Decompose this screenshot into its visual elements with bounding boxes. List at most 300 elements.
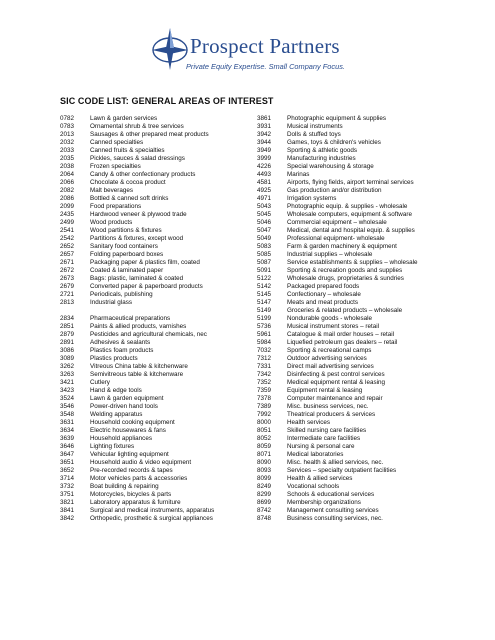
sic-list-item bbox=[60, 491, 260, 499]
sic-code: 5147 bbox=[257, 299, 272, 306]
sic-code: 3861 bbox=[257, 115, 272, 122]
sic-list-item bbox=[60, 411, 260, 419]
sic-code: 2013 bbox=[60, 131, 75, 138]
sic-description: Industrial supplies – wholesale bbox=[287, 251, 373, 258]
sic-description: Welding apparatus bbox=[90, 411, 143, 418]
sic-list-item bbox=[257, 339, 457, 347]
sic-list-item bbox=[257, 131, 457, 139]
sic-list-item bbox=[60, 187, 260, 195]
sic-code: 8052 bbox=[257, 435, 272, 442]
sic-code: 5736 bbox=[257, 323, 272, 330]
sic-description: Dolls & stuffed toys bbox=[287, 131, 341, 138]
sic-description: Sporting & recreational camps bbox=[287, 347, 372, 354]
sic-list-item bbox=[60, 355, 260, 363]
sic-description: Wholesale drugs, proprietaries & sundries bbox=[287, 275, 404, 282]
sic-list-item bbox=[257, 227, 457, 235]
sic-description: Pesticides and agricultural chemicals, nec bbox=[90, 331, 207, 338]
sic-code: 5087 bbox=[257, 259, 272, 266]
sic-code: 7312 bbox=[257, 355, 272, 362]
sic-list-item bbox=[257, 483, 457, 491]
sic-description: Services – specialty outpatient facilities bbox=[287, 467, 397, 474]
sic-code: 3524 bbox=[60, 395, 75, 402]
sic-list-item bbox=[257, 395, 457, 403]
sic-code: 3999 bbox=[257, 155, 272, 162]
sic-description: Household cooking equipment bbox=[90, 419, 175, 426]
sic-code: 8051 bbox=[257, 427, 272, 434]
sic-list-item bbox=[60, 283, 260, 291]
sic-description: Boat building & repairing bbox=[90, 483, 159, 490]
sic-description: Packaged prepared foods bbox=[287, 283, 360, 290]
sic-description: Laboratory apparatus & furniture bbox=[90, 499, 181, 506]
sic-description: Canned specialties bbox=[90, 139, 144, 146]
list-gap bbox=[60, 307, 260, 315]
sic-code: 5045 bbox=[257, 211, 272, 218]
sic-description: Management consulting services bbox=[287, 507, 379, 514]
sic-code: 2879 bbox=[60, 331, 75, 338]
sic-description: Electric housewares & fans bbox=[90, 427, 166, 434]
sic-description: Meats and meat products bbox=[287, 299, 359, 306]
sic-description: Service establishments & supplies – wholesale bbox=[287, 259, 418, 266]
sic-description: Confectionary – wholesale bbox=[287, 291, 361, 298]
sic-code: 3841 bbox=[60, 507, 75, 514]
sic-code: 3646 bbox=[60, 443, 75, 450]
sic-description: Packaging paper & plastics film, coated bbox=[90, 259, 200, 266]
sic-code: 2672 bbox=[60, 267, 75, 274]
sic-description: Hardwood veneer & plywood trade bbox=[90, 211, 187, 218]
sic-description: Professional equipment- wholesale bbox=[287, 235, 385, 242]
sic-code: 2066 bbox=[60, 179, 75, 186]
sic-code: 5043 bbox=[257, 203, 272, 210]
sic-list-item bbox=[257, 403, 457, 411]
sic-list-item bbox=[257, 451, 457, 459]
sic-list-item bbox=[60, 331, 260, 339]
sic-code: 4226 bbox=[257, 163, 272, 170]
sic-description: Motor vehicles parts & accessories bbox=[90, 475, 188, 482]
sic-list-item bbox=[257, 467, 457, 475]
sic-description: Membership organizations bbox=[287, 499, 361, 506]
sic-code: 3944 bbox=[257, 139, 272, 146]
sic-list-item bbox=[60, 395, 260, 403]
sic-description: Surgical and medical instruments, apparatus bbox=[90, 507, 215, 514]
sic-code: 7378 bbox=[257, 395, 272, 402]
sic-code: 3931 bbox=[257, 123, 272, 130]
sic-description: Irrigation systems bbox=[287, 195, 337, 202]
sic-list-item bbox=[60, 203, 260, 211]
sic-list-item bbox=[60, 155, 260, 163]
sic-code: 3652 bbox=[60, 467, 75, 474]
sic-code: 8090 bbox=[257, 459, 272, 466]
sic-list-item bbox=[257, 203, 457, 211]
sic-list-item bbox=[60, 379, 260, 387]
sic-code: 2435 bbox=[60, 211, 75, 218]
sic-list-item bbox=[257, 507, 457, 515]
sic-list-item bbox=[257, 323, 457, 331]
sic-code: 3089 bbox=[60, 355, 75, 362]
sic-list-item bbox=[257, 347, 457, 355]
sic-code: 3714 bbox=[60, 475, 75, 482]
sic-description: Disinfecting & pest control services bbox=[287, 371, 385, 378]
sic-code: 3262 bbox=[60, 363, 75, 370]
sic-list-item bbox=[60, 363, 260, 371]
sic-description: Lighting fixtures bbox=[90, 443, 135, 450]
sic-code: 2671 bbox=[60, 259, 75, 266]
sic-code: 7389 bbox=[257, 403, 272, 410]
sic-code: 2891 bbox=[60, 339, 75, 346]
sic-description: Nondurable goods - wholesale bbox=[287, 315, 373, 322]
sic-code: 8742 bbox=[257, 507, 272, 514]
sic-list-item bbox=[257, 371, 457, 379]
sic-list-item bbox=[257, 259, 457, 267]
sic-description: Household audio & video equipment bbox=[90, 459, 192, 466]
sic-description: Groceries & related products – wholesale bbox=[287, 307, 403, 314]
sic-code: 3263 bbox=[60, 371, 75, 378]
sic-list-item bbox=[257, 115, 457, 123]
sic-list-item bbox=[60, 339, 260, 347]
sic-code: 3631 bbox=[60, 419, 75, 426]
sic-description: Liquefied petroleum gas dealers – retail bbox=[287, 339, 398, 346]
sic-code: 3732 bbox=[60, 483, 75, 490]
sic-code: 7359 bbox=[257, 387, 272, 394]
sic-code: 3634 bbox=[60, 427, 75, 434]
sic-code: 8099 bbox=[257, 475, 272, 482]
sic-description: Wood partitions & fixtures bbox=[90, 227, 162, 234]
sic-list-item bbox=[60, 483, 260, 491]
sic-list-item bbox=[257, 267, 457, 275]
sic-code: 3639 bbox=[60, 435, 75, 442]
sic-code: 4971 bbox=[257, 195, 272, 202]
sic-description: Marinas bbox=[287, 171, 310, 178]
sic-list-right-column bbox=[257, 115, 457, 523]
sic-code: 2721 bbox=[60, 291, 75, 298]
sic-list-item bbox=[257, 219, 457, 227]
sic-list-item bbox=[257, 139, 457, 147]
sic-code: 3548 bbox=[60, 411, 75, 418]
sic-list-item bbox=[60, 315, 260, 323]
sic-list-item bbox=[60, 347, 260, 355]
sic-code: 2086 bbox=[60, 195, 75, 202]
sic-code: 0783 bbox=[60, 123, 75, 130]
sic-list-item bbox=[60, 507, 260, 515]
sic-list-item bbox=[60, 251, 260, 259]
sic-code: 5961 bbox=[257, 331, 272, 338]
sic-code: 2499 bbox=[60, 219, 75, 226]
sic-list-item bbox=[60, 147, 260, 155]
sic-description: Schools & educational services bbox=[287, 491, 375, 498]
sic-code: 5149 bbox=[257, 307, 272, 314]
sic-code: 5145 bbox=[257, 291, 272, 298]
sic-description: Vehicular lighting equipment bbox=[90, 451, 169, 458]
sic-code: 8071 bbox=[257, 451, 272, 458]
sic-list-item bbox=[257, 459, 457, 467]
sic-description: Chocolate & cocoa product bbox=[90, 179, 166, 186]
sic-list-item bbox=[60, 219, 260, 227]
sic-list-item bbox=[257, 195, 457, 203]
sic-list-item bbox=[60, 291, 260, 299]
sic-list-item bbox=[257, 435, 457, 443]
sic-code: 5142 bbox=[257, 283, 272, 290]
sic-list-item bbox=[257, 379, 457, 387]
sic-list-item bbox=[257, 443, 457, 451]
sic-code: 3423 bbox=[60, 387, 75, 394]
sic-list-item bbox=[60, 299, 260, 307]
sic-list-item bbox=[257, 243, 457, 251]
sic-description: Skilled nursing care facilities bbox=[287, 427, 367, 434]
sic-list-item bbox=[60, 499, 260, 507]
sic-list-item bbox=[257, 515, 457, 523]
sic-description: Partitions & fixtures, except wood bbox=[90, 235, 184, 242]
sic-code: 8093 bbox=[257, 467, 272, 474]
sic-description: Motorcycles, bicycles & parts bbox=[90, 491, 172, 498]
sic-code: 2082 bbox=[60, 187, 75, 194]
sic-description: Periodicals, publishing bbox=[90, 291, 153, 298]
sic-list-item bbox=[60, 179, 260, 187]
sic-description: Household appliances bbox=[90, 435, 152, 442]
sic-code: 3421 bbox=[60, 379, 75, 386]
sic-list-item bbox=[257, 427, 457, 435]
sic-list-item bbox=[60, 427, 260, 435]
sic-list-item bbox=[60, 371, 260, 379]
sic-code: 3842 bbox=[60, 515, 75, 522]
sic-code: 2851 bbox=[60, 323, 75, 330]
sic-description: Medical, dental and hospital equip. & supplies bbox=[287, 227, 415, 234]
sic-list-item bbox=[257, 283, 457, 291]
sic-description: Orthopedic, prosthetic & surgical appliances bbox=[90, 515, 213, 522]
sic-list-item bbox=[60, 275, 260, 283]
sic-description: Vitreous China table & kitchenware bbox=[90, 363, 188, 370]
sic-description: Wholesale computers, equipment & software bbox=[287, 211, 412, 218]
sic-code: 5122 bbox=[257, 275, 272, 282]
sic-list-item bbox=[257, 387, 457, 395]
sic-description: Adhesives & sealants bbox=[90, 339, 151, 346]
sic-description: Photographic equip. & supplies - wholesale bbox=[287, 203, 408, 210]
sic-code: 4581 bbox=[257, 179, 272, 186]
sic-description: Airports, flying fields, airport terminal services bbox=[287, 179, 414, 186]
sic-list-item bbox=[257, 491, 457, 499]
sic-list-item bbox=[257, 331, 457, 339]
sic-description: Vocational schools bbox=[287, 483, 340, 490]
sic-code: 2033 bbox=[60, 147, 75, 154]
sic-list-item bbox=[257, 315, 457, 323]
sic-list-item bbox=[60, 475, 260, 483]
sic-list-item bbox=[257, 411, 457, 419]
sic-code: 8059 bbox=[257, 443, 272, 450]
sic-description: Sanitary food containers bbox=[90, 243, 158, 250]
sic-description: Pickles, sauces & salad dressings bbox=[90, 155, 185, 162]
sic-code: 7342 bbox=[257, 371, 272, 378]
sic-list-item bbox=[257, 291, 457, 299]
sic-list-item bbox=[60, 467, 260, 475]
sic-description: Misc. business services, nec. bbox=[287, 403, 369, 410]
sic-list-item bbox=[60, 171, 260, 179]
sic-list-item bbox=[257, 355, 457, 363]
sic-description: Plastics foam products bbox=[90, 347, 154, 354]
sic-list-item bbox=[60, 115, 260, 123]
sic-description: Bags: plastic, laminated & coated bbox=[90, 275, 184, 282]
sic-code: 3942 bbox=[257, 131, 272, 138]
sic-code: 4493 bbox=[257, 171, 272, 178]
sic-description: Intermediate care facilities bbox=[287, 435, 361, 442]
sic-list-item bbox=[257, 499, 457, 507]
sic-code: 5083 bbox=[257, 243, 272, 250]
sic-code: 5984 bbox=[257, 339, 272, 346]
sic-code: 5046 bbox=[257, 219, 272, 226]
sic-code: 2652 bbox=[60, 243, 75, 250]
sic-list-item bbox=[60, 435, 260, 443]
sic-description: Folding paperboard boxes bbox=[90, 251, 164, 258]
sic-description: Gas production and/or distribution bbox=[287, 187, 382, 194]
sic-description: Industrial glass bbox=[90, 299, 132, 306]
sic-list-item bbox=[257, 187, 457, 195]
sic-list-item bbox=[60, 403, 260, 411]
sic-code: 8000 bbox=[257, 419, 272, 426]
sic-list-item bbox=[60, 451, 260, 459]
company-tagline: Private Equity Expertise. Small Company Focus. bbox=[186, 62, 345, 71]
sic-description: Ornamental shrub & tree services bbox=[90, 123, 184, 130]
sic-description: Special warehousing & storage bbox=[287, 163, 374, 170]
sic-list-item bbox=[60, 323, 260, 331]
sic-code: 2813 bbox=[60, 299, 75, 306]
sic-description: Semivitreous table & kitchenware bbox=[90, 371, 184, 378]
sic-description: Theatrical producers & services bbox=[287, 411, 376, 418]
sic-list-item bbox=[60, 267, 260, 275]
sic-list-item bbox=[257, 275, 457, 283]
sic-code: 2679 bbox=[60, 283, 75, 290]
sic-description: Frozen specialties bbox=[90, 163, 141, 170]
sic-code: 2541 bbox=[60, 227, 75, 234]
sic-description: Cutlery bbox=[90, 379, 110, 386]
sic-code: 5085 bbox=[257, 251, 272, 258]
sic-code: 8748 bbox=[257, 515, 272, 522]
sic-description: Malt beverages bbox=[90, 187, 134, 194]
sic-description: Coated & laminated paper bbox=[90, 267, 164, 274]
sic-list-item bbox=[257, 307, 457, 315]
sic-description: Converted paper & paperboard products bbox=[90, 283, 203, 290]
sic-list-item bbox=[257, 475, 457, 483]
sic-list-item bbox=[257, 235, 457, 243]
sic-description: Nursing & personal care bbox=[287, 443, 355, 450]
sic-code: 8699 bbox=[257, 499, 272, 506]
sic-list-item bbox=[60, 443, 260, 451]
sic-description: Photographic equipment & supplies bbox=[287, 115, 387, 122]
sic-list-item bbox=[60, 163, 260, 171]
sic-list-item bbox=[257, 171, 457, 179]
sic-code: 4925 bbox=[257, 187, 272, 194]
sic-description: Musical instruments bbox=[287, 123, 343, 130]
sic-code: 2064 bbox=[60, 171, 75, 178]
sic-list-item bbox=[60, 243, 260, 251]
sic-code: 2657 bbox=[60, 251, 75, 258]
sic-code: 7032 bbox=[257, 347, 272, 354]
sic-description: Health & allied services bbox=[287, 475, 353, 482]
sic-description: Lawn & garden equipment bbox=[90, 395, 164, 402]
sic-code: 5091 bbox=[257, 267, 272, 274]
sic-description: Power-driven hand tools bbox=[90, 403, 158, 410]
sic-code: 5199 bbox=[257, 315, 272, 322]
sic-description: Pre-recorded records & tapes bbox=[90, 467, 173, 474]
sic-code: 3546 bbox=[60, 403, 75, 410]
sic-description: Outdoor advertising services bbox=[287, 355, 367, 362]
sic-list-item bbox=[60, 123, 260, 131]
sic-description: Plastics products bbox=[90, 355, 138, 362]
sic-description: Musical instrument stores – retail bbox=[287, 323, 380, 330]
sic-list-item bbox=[60, 211, 260, 219]
sic-list-item bbox=[60, 195, 260, 203]
sic-code: 3647 bbox=[60, 451, 75, 458]
sic-code: 2099 bbox=[60, 203, 75, 210]
sic-list-item bbox=[60, 459, 260, 467]
sic-description: Farm & garden machinery & equipment bbox=[287, 243, 397, 250]
sic-code: 7352 bbox=[257, 379, 272, 386]
sic-list-item bbox=[257, 251, 457, 259]
sic-description: Games, toys & children's vehicles bbox=[287, 139, 381, 146]
sic-code: 7331 bbox=[257, 363, 272, 370]
sic-description: Pharmaceutical preparations bbox=[90, 315, 171, 322]
sic-list-item bbox=[257, 419, 457, 427]
sic-code: 0782 bbox=[60, 115, 75, 122]
sic-description: Canned fruits & specialties bbox=[90, 147, 165, 154]
sic-list-item bbox=[60, 515, 260, 523]
sic-description: Medical laboratories bbox=[287, 451, 344, 458]
sic-code: 2032 bbox=[60, 139, 75, 146]
sic-list-item bbox=[257, 211, 457, 219]
sic-description: Health services bbox=[287, 419, 331, 426]
sic-list-item bbox=[60, 131, 260, 139]
sic-code: 2038 bbox=[60, 163, 75, 170]
sic-code: 8299 bbox=[257, 491, 272, 498]
sic-code: 3751 bbox=[60, 491, 75, 498]
sic-list-item bbox=[257, 299, 457, 307]
sic-description: Sporting & recreation goods and supplies bbox=[287, 267, 403, 274]
sic-description: Catalogue & mail order houses – retail bbox=[287, 331, 395, 338]
sic-description: Bottled & canned soft drinks bbox=[90, 195, 169, 202]
sic-list-item bbox=[60, 227, 260, 235]
sic-description: Lawn & garden services bbox=[90, 115, 158, 122]
sic-code: 2542 bbox=[60, 235, 75, 242]
sic-description: Misc. health & allied services, nec. bbox=[287, 459, 384, 466]
sic-description: Direct mail advertising services bbox=[287, 363, 374, 370]
sic-description: Commercial equipment – wholesale bbox=[287, 219, 387, 226]
sic-description: Business consulting services, nec. bbox=[287, 515, 383, 522]
sic-description: Medical equipment rental & leasing bbox=[287, 379, 386, 386]
sic-list-item bbox=[60, 235, 260, 243]
sic-list-item bbox=[257, 163, 457, 171]
sic-list-left-column bbox=[60, 115, 260, 523]
sic-code: 7992 bbox=[257, 411, 272, 418]
sic-description: Paints & allied products, varnishes bbox=[90, 323, 187, 330]
sic-list-item bbox=[60, 259, 260, 267]
sic-description: Candy & other confectionary products bbox=[90, 171, 196, 178]
sic-list-item bbox=[257, 155, 457, 163]
sic-list-item bbox=[257, 363, 457, 371]
sic-code: 5047 bbox=[257, 227, 272, 234]
company-logo bbox=[150, 26, 350, 78]
sic-code: 3651 bbox=[60, 459, 75, 466]
sic-description: Manufacturing industries bbox=[287, 155, 356, 162]
sic-description: Hand & edge tools bbox=[90, 387, 142, 394]
sic-code: 3821 bbox=[60, 499, 75, 506]
sic-code: 3086 bbox=[60, 347, 75, 354]
sic-list-item bbox=[257, 179, 457, 187]
sic-list-item bbox=[257, 123, 457, 131]
page-title: SIC CODE LIST: GENERAL AREAS OF INTEREST bbox=[60, 96, 274, 106]
sic-code: 3949 bbox=[257, 147, 272, 154]
company-name: Prospect Partners bbox=[190, 34, 340, 58]
sic-code: 8249 bbox=[257, 483, 272, 490]
sic-code: 5049 bbox=[257, 235, 272, 242]
sic-list-item bbox=[257, 147, 457, 155]
sic-list-item bbox=[60, 419, 260, 427]
sic-code: 2673 bbox=[60, 275, 75, 282]
